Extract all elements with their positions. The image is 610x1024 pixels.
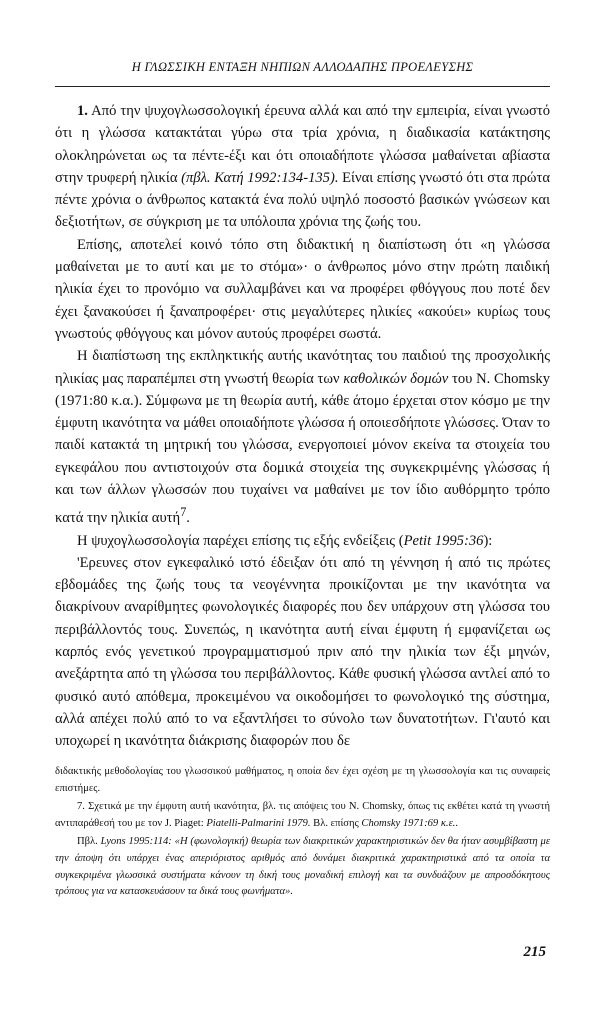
footnote-7-text-b: Βλ. επίσης — [310, 817, 362, 829]
lyons-quote: : «Η (φωνολογική) θεωρία των διακριτικών χαρακτηριστικών δεν θα ήταν ασυμβίβαστη με την άποψη ότι υπάρχει ένας απεριόριστος αριθμός από δυνάμει διακριτικά χαρακτηριστικά από τα οποία τα συγκεκριμένα γλωσσικά συστήματα κάνουν τη δική τους μοναδική επιλογή και τα συνδυάζουν με απροσδόκητους τρόπους για να κατασκευάσουν τα δικά τους φωνήματα». — [55, 836, 550, 898]
paragraph-4-text-b: ): — [483, 532, 493, 549]
paragraph-4-text-a: Η ψυχογλωσσολογία παρέχει επίσης τις εξής ενδείξεις ( — [77, 532, 404, 549]
page-number: 215 — [523, 944, 546, 960]
paragraph-1-text-b: Είναι επίσης γνωστό ότι στα πρώτα πέντε χρόνια ο άνθρωπος κατακτά ένα πολύ υψηλό ποσοστό βασικών γνώσεων και δεξιοτήτων, σε σύγκριση με τα υπόλοιπα χρόνια της ζωής του. — [55, 169, 551, 231]
footnote-compare-lead: Πβλ. — [77, 836, 101, 848]
citation-piatelli: Piatelli-Palmarini 1979. — [206, 817, 311, 829]
citation-kati: (πβλ. Κατή 1992:134-135). — [181, 169, 339, 186]
footnote-ref-7[interactable]: 7 — [180, 505, 187, 520]
footnote-compare — [55, 834, 550, 900]
footnote-7 — [55, 799, 550, 832]
paragraph-5: 'Ερευνες στον εγκεφαλικό ιστό έδειξαν ότι από τη γέννηση ή από τις πρώτες εβδομάδες της ζωής τους τα νεογέννητα προικίζονται με την ικανότητα να διακρίνουν αναρίθμητες φωνολογικές διαφορές που δεν υπάρχουν στη γλώσσα του περιβάλλοντός τους. Συνεπώς, η ικανότητα αυτή είναι έμφυτη ή εμφανίζεται ως καρπός ενός γενετικού προγραμματισμού πριν από την ηλικία των έξι μηνών, ανεξάρτητα από τη γλώσσα του περιβάλλοντος. Κάθε φυσική γλώσσα αντλεί από το φυσικό αυτό απόθεμα, προκειμένου να οικοδομήσει το φωνολογικό της σύστημα, αλλά απέχει πολύ από το να εξαντλήσει το σύνολο των δυνατοτήτων. Γι'αυτό και υποχωρεί η ικανότητα διάκρισης διαφορών που δε — [55, 554, 550, 750]
citation-petit: Petit 1995:36 — [403, 532, 484, 549]
paragraph-1-text-a: Από την ψυχογλωσσολογική έρευνα αλλά και από την εμπειρία, είναι γνωστό ότι η γλώσσα κατακτάται γύρω στα τρία χρόνια, η διαδικασία κατάκτησης ολοκληρώνεται ως τα πέντε-έξι και ότι οποιαδήποτε γλώσσα μαθαίνεται αβίαστα στην τρυφερή ηλικία — [55, 103, 550, 186]
section-number: 1. — [77, 103, 88, 119]
paragraph-3-end: . — [186, 510, 190, 527]
footnote-7-end: . — [455, 817, 459, 829]
running-header: Η ΓΛΩΣΣΙΚΗ ΕΝΤΑΞΗ ΝΗΠΙΩΝ ΑΛΛΟΔΑΠΗΣ ΠΡΟΕΛΕΥΣΗΣ — [131, 60, 474, 74]
paragraph-2: Επίσης, αποτελεί κοινό τόπο στη διδακτική η διαπίστωση ότι «η γλώσσα μαθαίνεται με το αυτί και με το στόμα»· ο άνθρωπος μόνο στην πρώτη παιδική ηλικία έχει το προνόμιο να συλλαμβάνει και να προφέρει φθόγγους που ποτέ δεν έχει ξανακούσει ή ξαναπροφέρει· στις μεγαλύτερες ηλικίες «ακούει» κυρίως τους γνωστούς φθόγγους και μόνον αυτούς προφέρει σωστά. — [55, 236, 550, 342]
citation-lyons: Lyons 1995:114 — [100, 836, 169, 848]
paragraph-3-text-a: Η διαπίστωση της εκπληκτικής αυτής ικανότητας του παιδιού της προσχολικής ηλικίας μας παραπέμπει στη γνωστή θεωρία των — [55, 348, 550, 387]
footnote-continuation: διδακτικής μεθοδολογίας του γλωσσικού μαθήματος, η οποία δεν έχει σχέση με τη γλωσσολογία και τις συναφείς επιστήμες. — [55, 766, 550, 794]
paragraph-3-text-b: του N. Chomsky (1971:80 κ.α.). Σύμφωνα με τη θεωρία αυτή, κάθε άτομο έρχεται στον κόσμο με την έμφυτη ικανότητα να μάθει οποιαδήποτε γλώσσα ή οποιεσδήποτε γλώσσες. Όταν το παιδί κατακτά τη μητρική του γλώσσα, ενεργοποιεί μόνον εκείνα τα στοιχεία του εγκεφάλου που αντιστοιχούν στα δομικά στοιχεία της συγκεκριμένης γλώσσας ή και των άλλων γλωσσών που τυχαίνει να μαθαίνει με τον ίδιο αυθόρμητο τρόπο κατά την ηλικία αυτή — [55, 370, 550, 527]
universal-structures-term: καθολικών δομών — [343, 370, 449, 387]
paragraph-3 — [55, 345, 550, 529]
paragraph-4 — [55, 530, 550, 552]
footnotes — [55, 764, 550, 901]
header-rule — [55, 86, 550, 87]
footnote-7-text-a: 7. Σχετικά με την έμφυτη αυτή ικανότητα, βλ. τις απόψεις του N. Chomsky, όπως τις εκθέτει κατά τη γνωστή αντιπαράθεσή του με τον J. Piaget: — [55, 801, 550, 829]
citation-chomsky: Chomsky 1971:69 κ.ε. — [361, 817, 456, 829]
main-text — [55, 100, 550, 752]
paragraph-1 — [55, 100, 550, 234]
